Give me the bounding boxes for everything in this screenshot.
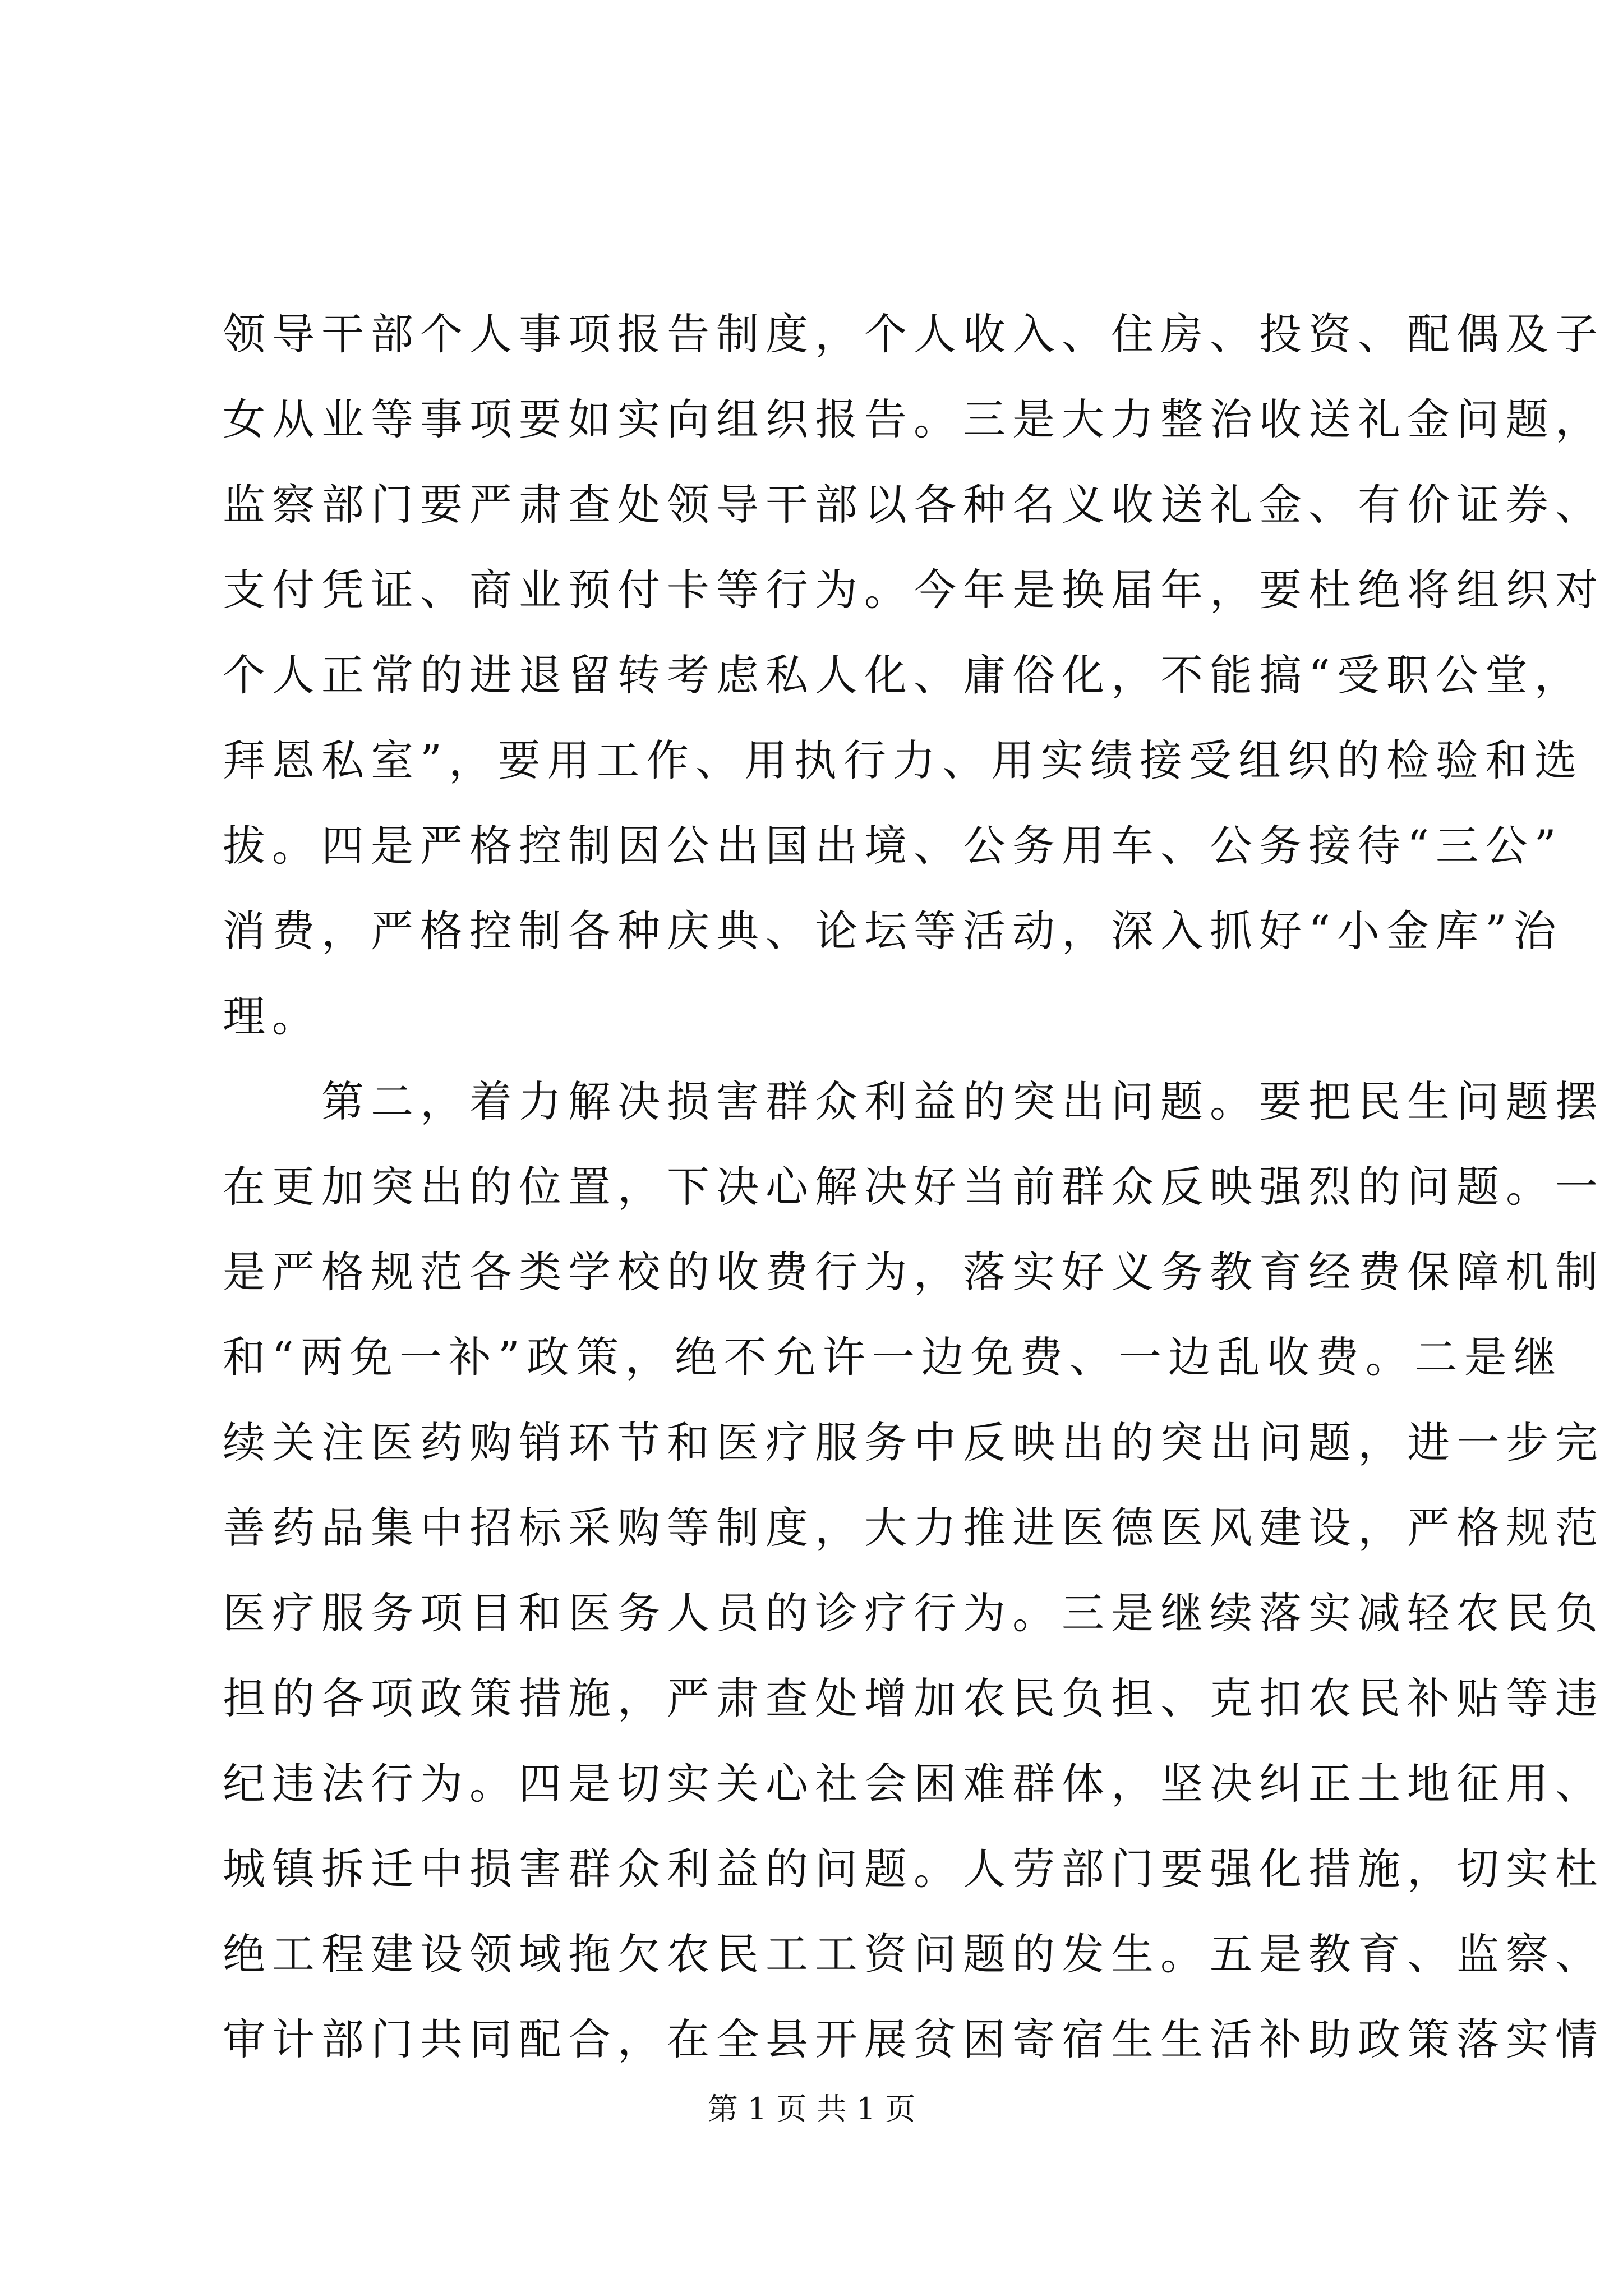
text-line: 续关注医药购销环节和医疗服务中反映出的突出问题，进一步完 xyxy=(223,1418,1604,1467)
text-line: 和“两免一补”政策，绝不允许一边免费、一边乱收费。二是继 xyxy=(223,1332,1563,1382)
text-line: 善药品集中招标采购等制度，大力推进医德医风建设，严格规范 xyxy=(223,1503,1604,1553)
text-line: 城镇拆迁中损害群众利益的问题。人劳部门要强化措施，切实杜 xyxy=(223,1844,1604,1894)
text-line: 纪违法行为。四是切实关心社会困难群体，坚决纠正土地征用、 xyxy=(223,1759,1604,1809)
text-line: 绝工程建设领域拖欠农民工工资问题的发生。五是教育、监察、 xyxy=(223,1929,1604,1979)
text-line: 拔。四是严格控制因公出国出境、公务用车、公务接待“三公” xyxy=(223,821,1563,871)
text-line: 消费，严格控制各种庆典、论坛等活动，深入抓好“小金库”治 xyxy=(223,906,1563,956)
text-line: 在更加突出的位置，下决心解决好当前群众反映强烈的问题。一 xyxy=(223,1162,1604,1212)
text-line: 第二，着力解决损害群众利益的突出问题。要把民生问题摆 xyxy=(223,1076,1604,1126)
text-line: 领导干部个人事项报告制度，个人收入、住房、投资、配偶及子 xyxy=(223,309,1604,359)
text-line: 拜恩私室”，要用工作、用执行力、用实绩接受组织的检验和选 xyxy=(223,735,1584,785)
text-line: 审计部门共同配合，在全县开展贫困寄宿生生活补助政策落实情 xyxy=(223,2014,1604,2064)
text-line: 支付凭证、商业预付卡等行为。今年是换届年，要杜绝将组织对 xyxy=(223,565,1604,615)
text-line: 监察部门要严肃查处领导干部以各种名义收送礼金、有价证券、 xyxy=(223,480,1604,530)
text-line: 理。 xyxy=(223,991,321,1041)
page-footer: 第 1 页 共 1 页 xyxy=(707,2091,916,2127)
text-line: 是严格规范各类学校的收费行为，落实好义务教育经费保障机制 xyxy=(223,1247,1604,1297)
text-line: 医疗服务项目和医务人员的诊疗行为。三是继续落实减轻农民负 xyxy=(223,1588,1604,1638)
text-line: 个人正常的进退留转考虑私人化、庸俗化，不能搞“受职公堂， xyxy=(223,650,1584,700)
text-line: 女从业等事项要如实向组织报告。三是大力整治收送礼金问题， xyxy=(223,394,1604,444)
text-line: 担的各项政策措施，严肃查处增加农民负担、克扣农民补贴等违 xyxy=(223,1673,1604,1723)
body-text xyxy=(223,292,1604,2082)
